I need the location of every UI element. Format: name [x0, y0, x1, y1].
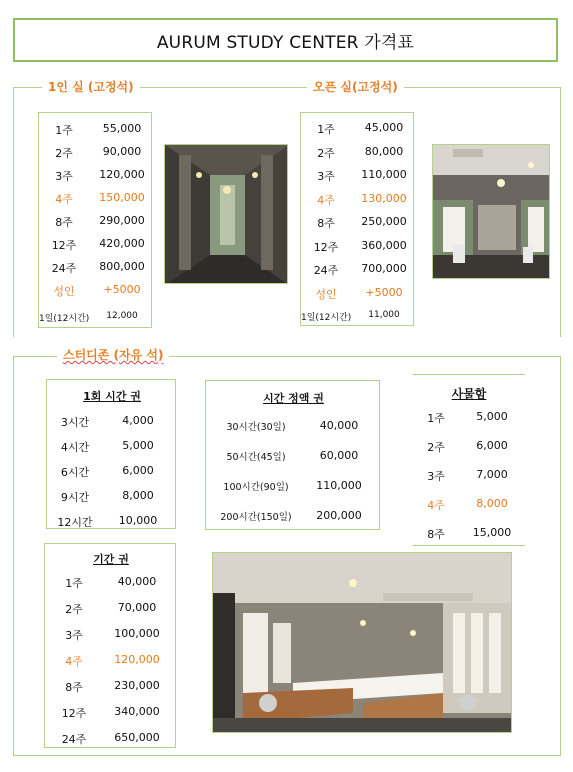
price-period-label: 30시간(30일) [226, 422, 286, 433]
one_time-price-row [47, 464, 177, 480]
price-value: 40,000 [117, 575, 157, 588]
period-price-row [45, 601, 177, 617]
price-value: 650,000 [114, 731, 160, 744]
price-period-label: 100시간(90일) [223, 482, 289, 493]
price-value: 8,000 [122, 489, 154, 502]
locker-price-row [413, 439, 525, 455]
price-period-label: 8주 [65, 681, 83, 694]
price-period-label: 2주 [317, 146, 335, 160]
price-value: 70,000 [117, 601, 157, 614]
price-period-label: 12주 [61, 707, 87, 720]
open-price-row [301, 262, 415, 278]
price-period-label: 3주 [55, 170, 73, 183]
price-period-label: 12주 [313, 240, 339, 254]
price-period-label: 3시간 [60, 416, 90, 429]
time-pass-table [205, 380, 380, 530]
period-price-row [45, 575, 177, 591]
locker-title: 사물함 [451, 387, 487, 401]
price-period-label: 1주 [65, 577, 83, 590]
period-price-row [45, 679, 177, 695]
price-value: 15,000 [472, 526, 512, 539]
one_time-price-row [47, 514, 177, 530]
price-value: 130,000 [361, 191, 407, 205]
single-price-row [39, 122, 153, 138]
price-value: 420,000 [99, 237, 145, 250]
price-value: 340,000 [114, 705, 160, 718]
price-period-label: 8주 [317, 217, 335, 230]
price-period-label: 1주 [55, 124, 73, 137]
price-period-label: 4주 [427, 499, 445, 512]
price-period-label: 성인 [315, 287, 337, 301]
single-price-row [39, 168, 153, 184]
time_pass-price-row [206, 449, 381, 465]
single-price-row [39, 283, 153, 299]
study-zone-photo [212, 552, 512, 733]
time_pass-price-row [206, 509, 381, 525]
study-zone-title: 스터디존 (자유 석) [57, 347, 169, 363]
price-value: 250,000 [361, 215, 407, 228]
price-value: 40,000 [319, 419, 359, 432]
price-value: 230,000 [114, 679, 160, 692]
price-period-label: 3주 [65, 629, 83, 642]
period-price-row [45, 653, 177, 669]
price-value: 120,000 [99, 168, 145, 181]
price-period-label: 1일(12시간) [301, 313, 352, 323]
single-room-photo [164, 144, 288, 284]
price-period-label: 3주 [317, 170, 335, 183]
price-period-label: 8주 [55, 216, 73, 229]
open-price-row [301, 145, 415, 161]
single-room-price-table [38, 112, 152, 328]
price-value: 110,000 [361, 168, 407, 181]
price-value: 90,000 [102, 145, 142, 158]
price-value: 700,000 [361, 262, 407, 275]
price-value: 100,000 [114, 627, 160, 640]
open-price-row [301, 310, 415, 326]
one_time-price-row [47, 439, 177, 455]
price-value: +5000 [365, 285, 403, 299]
single-room-title: 1인 실 (고정석) [42, 79, 140, 95]
one_time-price-row [47, 414, 177, 430]
locker-price-row [413, 526, 525, 542]
price-period-label: 1주 [317, 123, 335, 136]
price-value: 60,000 [319, 449, 359, 462]
locker-price-row [413, 410, 525, 426]
single-price-row [39, 214, 153, 230]
price-period-label: 4시간 [60, 441, 90, 454]
price-value: 200,000 [316, 509, 362, 522]
price-value: 8,000 [476, 497, 508, 510]
locker-price-row [413, 497, 525, 513]
open-room-price-table [300, 112, 414, 326]
price-period-label: 12주 [51, 239, 77, 252]
time_pass-price-row [206, 479, 381, 495]
time_pass-price-row [206, 419, 381, 435]
price-value: 80,000 [364, 144, 404, 158]
single-price-row [39, 191, 153, 207]
price-value: 6,000 [476, 439, 508, 452]
price-period-label: 6시간 [60, 466, 90, 479]
open-price-row [301, 121, 415, 137]
one_time-price-row [47, 489, 177, 505]
price-period-label: 12시간 [57, 516, 93, 529]
price-period-label: 50시간(45일) [226, 452, 286, 463]
price-value: 150,000 [99, 191, 145, 204]
page-title: AURUM STUDY CENTER 가격표 [13, 18, 558, 62]
price-value: 5,000 [122, 439, 154, 452]
one-time-pass-table [46, 379, 176, 529]
one-time-pass-title: 1회 시간 권 [83, 390, 141, 403]
price-value: 7,000 [476, 468, 508, 481]
open-room-photo [432, 144, 550, 279]
single-price-row [39, 145, 153, 161]
price-value: 45,000 [364, 121, 404, 134]
period-pass-title: 기간 권 [93, 553, 129, 566]
price-value: 290,000 [99, 214, 145, 227]
open-price-row [301, 286, 415, 302]
price-period-label: 1주 [427, 412, 445, 425]
price-value: +5000 [103, 283, 141, 296]
open-price-row [301, 215, 415, 231]
price-value: 110,000 [316, 479, 362, 492]
open-price-row [301, 192, 415, 208]
price-period-label: 4주 [317, 193, 335, 207]
price-period-label: 3주 [427, 470, 445, 483]
price-value: 5,000 [476, 410, 508, 423]
single-price-row [39, 237, 153, 253]
price-period-label: 24주 [61, 733, 87, 746]
price-period-label: 24주 [51, 262, 77, 275]
open-price-row [301, 239, 415, 255]
price-period-label: 200시간(150일) [220, 512, 292, 523]
open-price-row [301, 168, 415, 184]
price-value: 12,000 [106, 311, 138, 321]
period-price-row [45, 705, 177, 721]
price-period-label: 1일(12시간) [39, 314, 90, 324]
price-period-label: 4주 [65, 655, 83, 668]
price-period-label: 2주 [65, 603, 83, 616]
price-period-label: 성인 [53, 285, 75, 298]
price-value: 360,000 [361, 238, 407, 252]
locker-price-row [413, 468, 525, 484]
period-price-row [45, 627, 177, 643]
price-period-label: 24주 [313, 264, 339, 277]
price-value: 10,000 [118, 514, 158, 527]
price-value: 6,000 [122, 464, 154, 477]
period-pass-table [44, 543, 176, 748]
price-period-label: 2주 [55, 147, 73, 160]
price-period-label: 2주 [427, 441, 445, 454]
price-value: 120,000 [114, 653, 160, 666]
price-period-label: 4주 [55, 193, 73, 206]
period-price-row [45, 731, 177, 747]
time-pass-title: 시간 정액 권 [263, 392, 324, 405]
single-price-row [39, 260, 153, 276]
locker-table [413, 374, 525, 546]
price-value: 55,000 [102, 122, 142, 135]
open-room-title: 오픈 실(고정석) [307, 79, 404, 95]
price-value: 4,000 [122, 414, 154, 427]
price-value: 800,000 [99, 260, 145, 273]
price-period-label: 9시간 [60, 491, 90, 504]
single-price-row [39, 311, 153, 327]
price-value: 11,000 [368, 310, 400, 320]
price-period-label: 8주 [427, 528, 445, 541]
